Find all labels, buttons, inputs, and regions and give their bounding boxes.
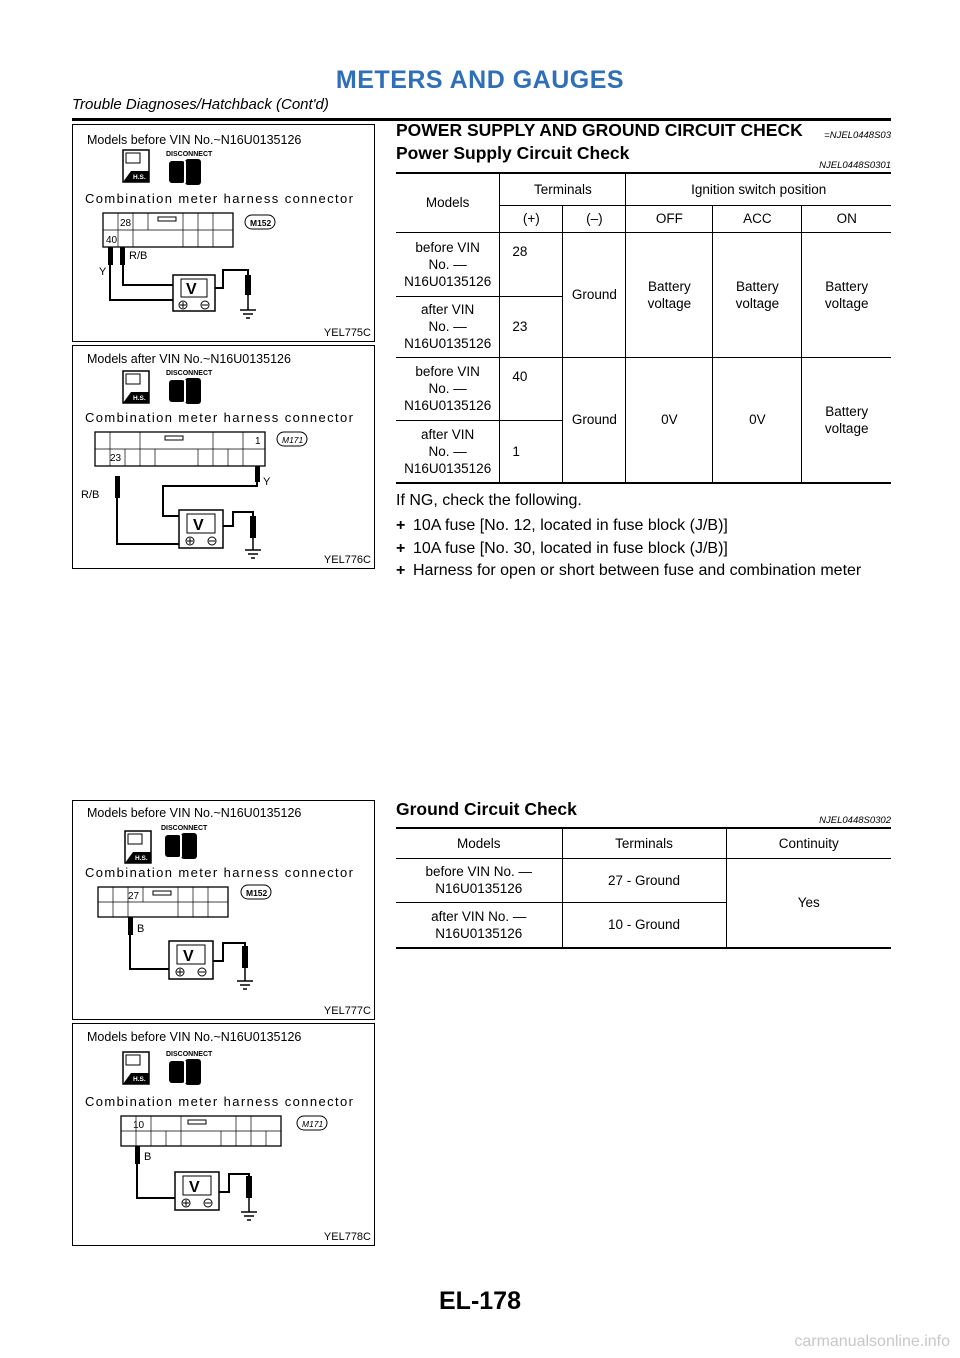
disconnect-icon <box>169 378 201 404</box>
pin-label: 40 <box>106 235 118 246</box>
disconnect-icon <box>169 159 201 185</box>
hs-label: H.S. <box>133 174 146 181</box>
connector-body <box>98 887 228 917</box>
header-cell: Terminals <box>500 174 626 205</box>
wire-color: R/B <box>81 489 100 501</box>
header-cell: ON <box>802 205 891 232</box>
figure-yel775c <box>72 124 375 342</box>
hs-label: H.S. <box>133 1076 146 1083</box>
wiring-diagram <box>73 346 374 568</box>
connector-label: Combination meter harness connector <box>85 1094 355 1109</box>
figure-caption: Models before VIN No.~N16U0135126 <box>87 1030 302 1044</box>
connector-label: Combination meter harness connector <box>85 191 355 206</box>
header-cell: OFF <box>626 205 713 232</box>
wiring-diagram <box>73 125 374 341</box>
value-cell: 0V <box>713 357 802 483</box>
terminal-cell: 10 - Ground <box>562 902 726 948</box>
section-code: =NJEL0448S03 <box>824 130 891 141</box>
terminal-cell: 40 <box>500 357 563 420</box>
header-cell: Ignition switch position <box>626 174 891 205</box>
connector-id: M171 <box>282 435 304 445</box>
wire-color: B <box>137 923 145 935</box>
model-cell: before VIN No. — N16U0135126 <box>396 858 562 902</box>
connector-id: M152 <box>246 888 268 898</box>
table-row <box>396 357 891 420</box>
figure-caption: Models before VIN No.~N16U0135126 <box>87 806 302 820</box>
connector-label: Combination meter harness connector <box>85 865 355 880</box>
header-cell: Models <box>396 174 500 232</box>
model-cell: after VIN No. — N16U0135126 <box>396 296 500 357</box>
model-cell: before VIN No. — N16U0135126 <box>396 357 500 420</box>
terminal-cell: 1 <box>500 420 563 483</box>
value-cell: 0V <box>626 357 713 483</box>
bullet-mark: + <box>396 540 406 557</box>
list-item <box>396 539 891 558</box>
header-cell: (+) <box>500 205 563 232</box>
figure-id: YEL775C <box>323 327 371 339</box>
page-subtitle: Trouble Diagnoses/Hatchback (Cont'd) <box>72 96 329 113</box>
connector-body <box>121 1116 281 1146</box>
wire-color: R/B <box>129 250 148 262</box>
list-item <box>396 561 891 580</box>
voltmeter-label: V <box>193 517 204 534</box>
list-item-text: 10A fuse [No. 30, located in fuse block (J/B)] <box>413 540 728 557</box>
subsection-code: NJEL0448S0301 <box>819 160 891 171</box>
figure-yel778c <box>72 1023 375 1246</box>
value-cell: Battery voltage <box>802 357 891 483</box>
model-cell: after VIN No. — N16U0135126 <box>396 420 500 483</box>
watermark-link[interactable]: carmanualsonline.info <box>794 1333 950 1350</box>
power-supply-table <box>396 174 891 484</box>
list-item-text: 10A fuse [No. 12, located in fuse block (J/B)] <box>413 517 728 534</box>
ground-circuit-table <box>396 829 891 949</box>
header-cell: Continuity <box>726 829 891 858</box>
value-cell: Battery voltage <box>626 232 713 357</box>
terminal-cell: 28 <box>500 232 563 296</box>
pin-label: 27 <box>128 891 140 902</box>
voltmeter-label: V <box>189 1179 200 1196</box>
disconnect-label: DISCONNECT <box>166 370 213 377</box>
page-number: EL-178 <box>439 1287 521 1315</box>
continuity-cell: Yes <box>726 858 891 948</box>
bullet-mark: + <box>396 517 406 534</box>
header-cell: Models <box>396 829 562 858</box>
voltmeter-label: V <box>183 948 194 965</box>
disconnect-label: DISCONNECT <box>161 825 208 832</box>
wire-color: Y <box>99 266 107 278</box>
terminal-cell: 27 - Ground <box>562 858 726 902</box>
hs-label: H.S. <box>135 855 148 862</box>
pin-label: 28 <box>120 218 132 229</box>
figure-caption: Models before VIN No.~N16U0135126 <box>87 133 302 147</box>
table-row <box>396 232 891 296</box>
pin-label: 10 <box>133 1120 145 1131</box>
header-cell: (–) <box>563 205 626 232</box>
figure-id: YEL777C <box>323 1005 371 1017</box>
wiring-diagram <box>73 801 374 1019</box>
header-cell: Terminals <box>562 829 726 858</box>
disconnect-label: DISCONNECT <box>166 1051 213 1058</box>
figure-id: YEL778C <box>323 1231 371 1243</box>
subsection-title: Ground Circuit Check <box>396 799 577 819</box>
disconnect-icon <box>165 833 197 859</box>
figure-caption: Models after VIN No.~N16U0135126 <box>87 352 291 366</box>
subsection-code: NJEL0448S0302 <box>819 815 891 826</box>
list-item-text: Harness for open or short between fuse and combination meter <box>413 562 862 579</box>
pin-label: 1 <box>255 436 261 447</box>
section-title: POWER SUPPLY AND GROUND CIRCUIT CHECK <box>396 120 803 140</box>
disconnect-icon <box>169 1059 201 1085</box>
wire-color: B <box>144 1151 152 1163</box>
connector-id: M171 <box>302 1119 324 1129</box>
ground-cell: Ground <box>563 232 626 357</box>
bullet-mark: + <box>396 562 406 579</box>
header-cell: ACC <box>713 205 802 232</box>
subsection-title: Power Supply Circuit Check <box>396 143 630 163</box>
figure-yel776c <box>72 345 375 569</box>
connector-id: M152 <box>250 218 272 228</box>
wire-color: Y <box>263 476 271 488</box>
wiring-diagram <box>73 1024 374 1245</box>
figure-id: YEL776C <box>323 554 371 566</box>
figure-yel777c <box>72 800 375 1020</box>
table-row <box>396 858 891 902</box>
value-cell: Battery voltage <box>713 232 802 357</box>
ground-cell: Ground <box>563 357 626 483</box>
list-item <box>396 516 891 535</box>
ng-text: If NG, check the following. <box>396 492 582 509</box>
voltmeter-label: V <box>186 281 197 298</box>
pin-label: 23 <box>110 453 122 464</box>
model-cell: before VIN No. — N16U0135126 <box>396 232 500 296</box>
disconnect-label: DISCONNECT <box>166 151 213 158</box>
value-cell: Battery voltage <box>802 232 891 357</box>
model-cell: after VIN No. — N16U0135126 <box>396 902 562 948</box>
connector-label: Combination meter harness connector <box>85 410 355 425</box>
terminal-cell: 23 <box>500 296 563 357</box>
hs-label: H.S. <box>133 395 146 402</box>
page-title: METERS AND GAUGES <box>335 66 625 94</box>
